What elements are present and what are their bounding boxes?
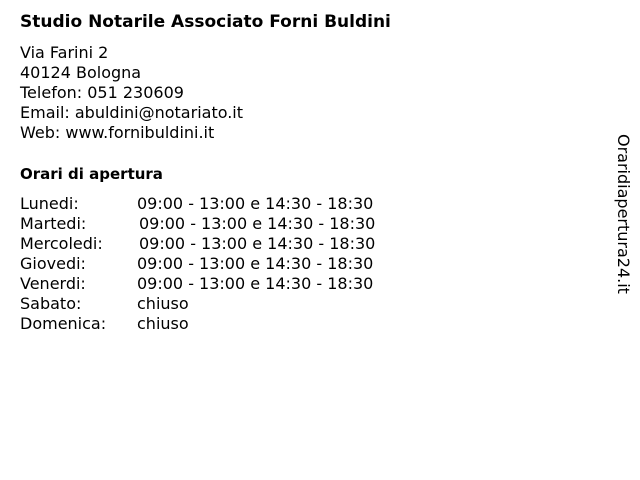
day-label: Martedi: xyxy=(20,214,87,233)
day-label: Mercoledi: xyxy=(20,234,103,253)
day-hours: chiuso xyxy=(137,314,189,333)
day-hours: 09:00 - 13:00 e 14:30 - 18:30 xyxy=(139,234,376,253)
day-hours: chiuso xyxy=(137,294,189,313)
day-label: Lunedi: xyxy=(20,194,79,213)
website: Web: www.fornibuldini.it xyxy=(20,123,215,142)
opening-hours-heading: Orari di apertura xyxy=(20,165,163,183)
phone-number: Telefon: 051 230609 xyxy=(20,83,184,102)
day-hours: 09:00 - 13:00 e 14:30 - 18:30 xyxy=(137,254,374,273)
business-name: Studio Notarile Associato Forni Buldini xyxy=(20,12,391,32)
day-label: Venerdi: xyxy=(20,274,86,293)
day-label: Domenica: xyxy=(20,314,107,333)
brand-side-text: Oraridiapertura24.it xyxy=(614,134,633,294)
day-hours: 09:00 - 13:00 e 14:30 - 18:30 xyxy=(139,214,376,233)
email-address: Email: abuldini@notariato.it xyxy=(20,103,244,122)
day-label: Sabato: xyxy=(20,294,82,313)
day-label: Giovedi: xyxy=(20,254,86,273)
address-city: 40124 Bologna xyxy=(20,63,142,82)
day-hours: 09:00 - 13:00 e 14:30 - 18:30 xyxy=(137,274,374,293)
address-street: Via Farini 2 xyxy=(20,43,109,62)
day-hours: 09:00 - 13:00 e 14:30 - 18:30 xyxy=(137,194,374,213)
business-address xyxy=(20,43,243,143)
